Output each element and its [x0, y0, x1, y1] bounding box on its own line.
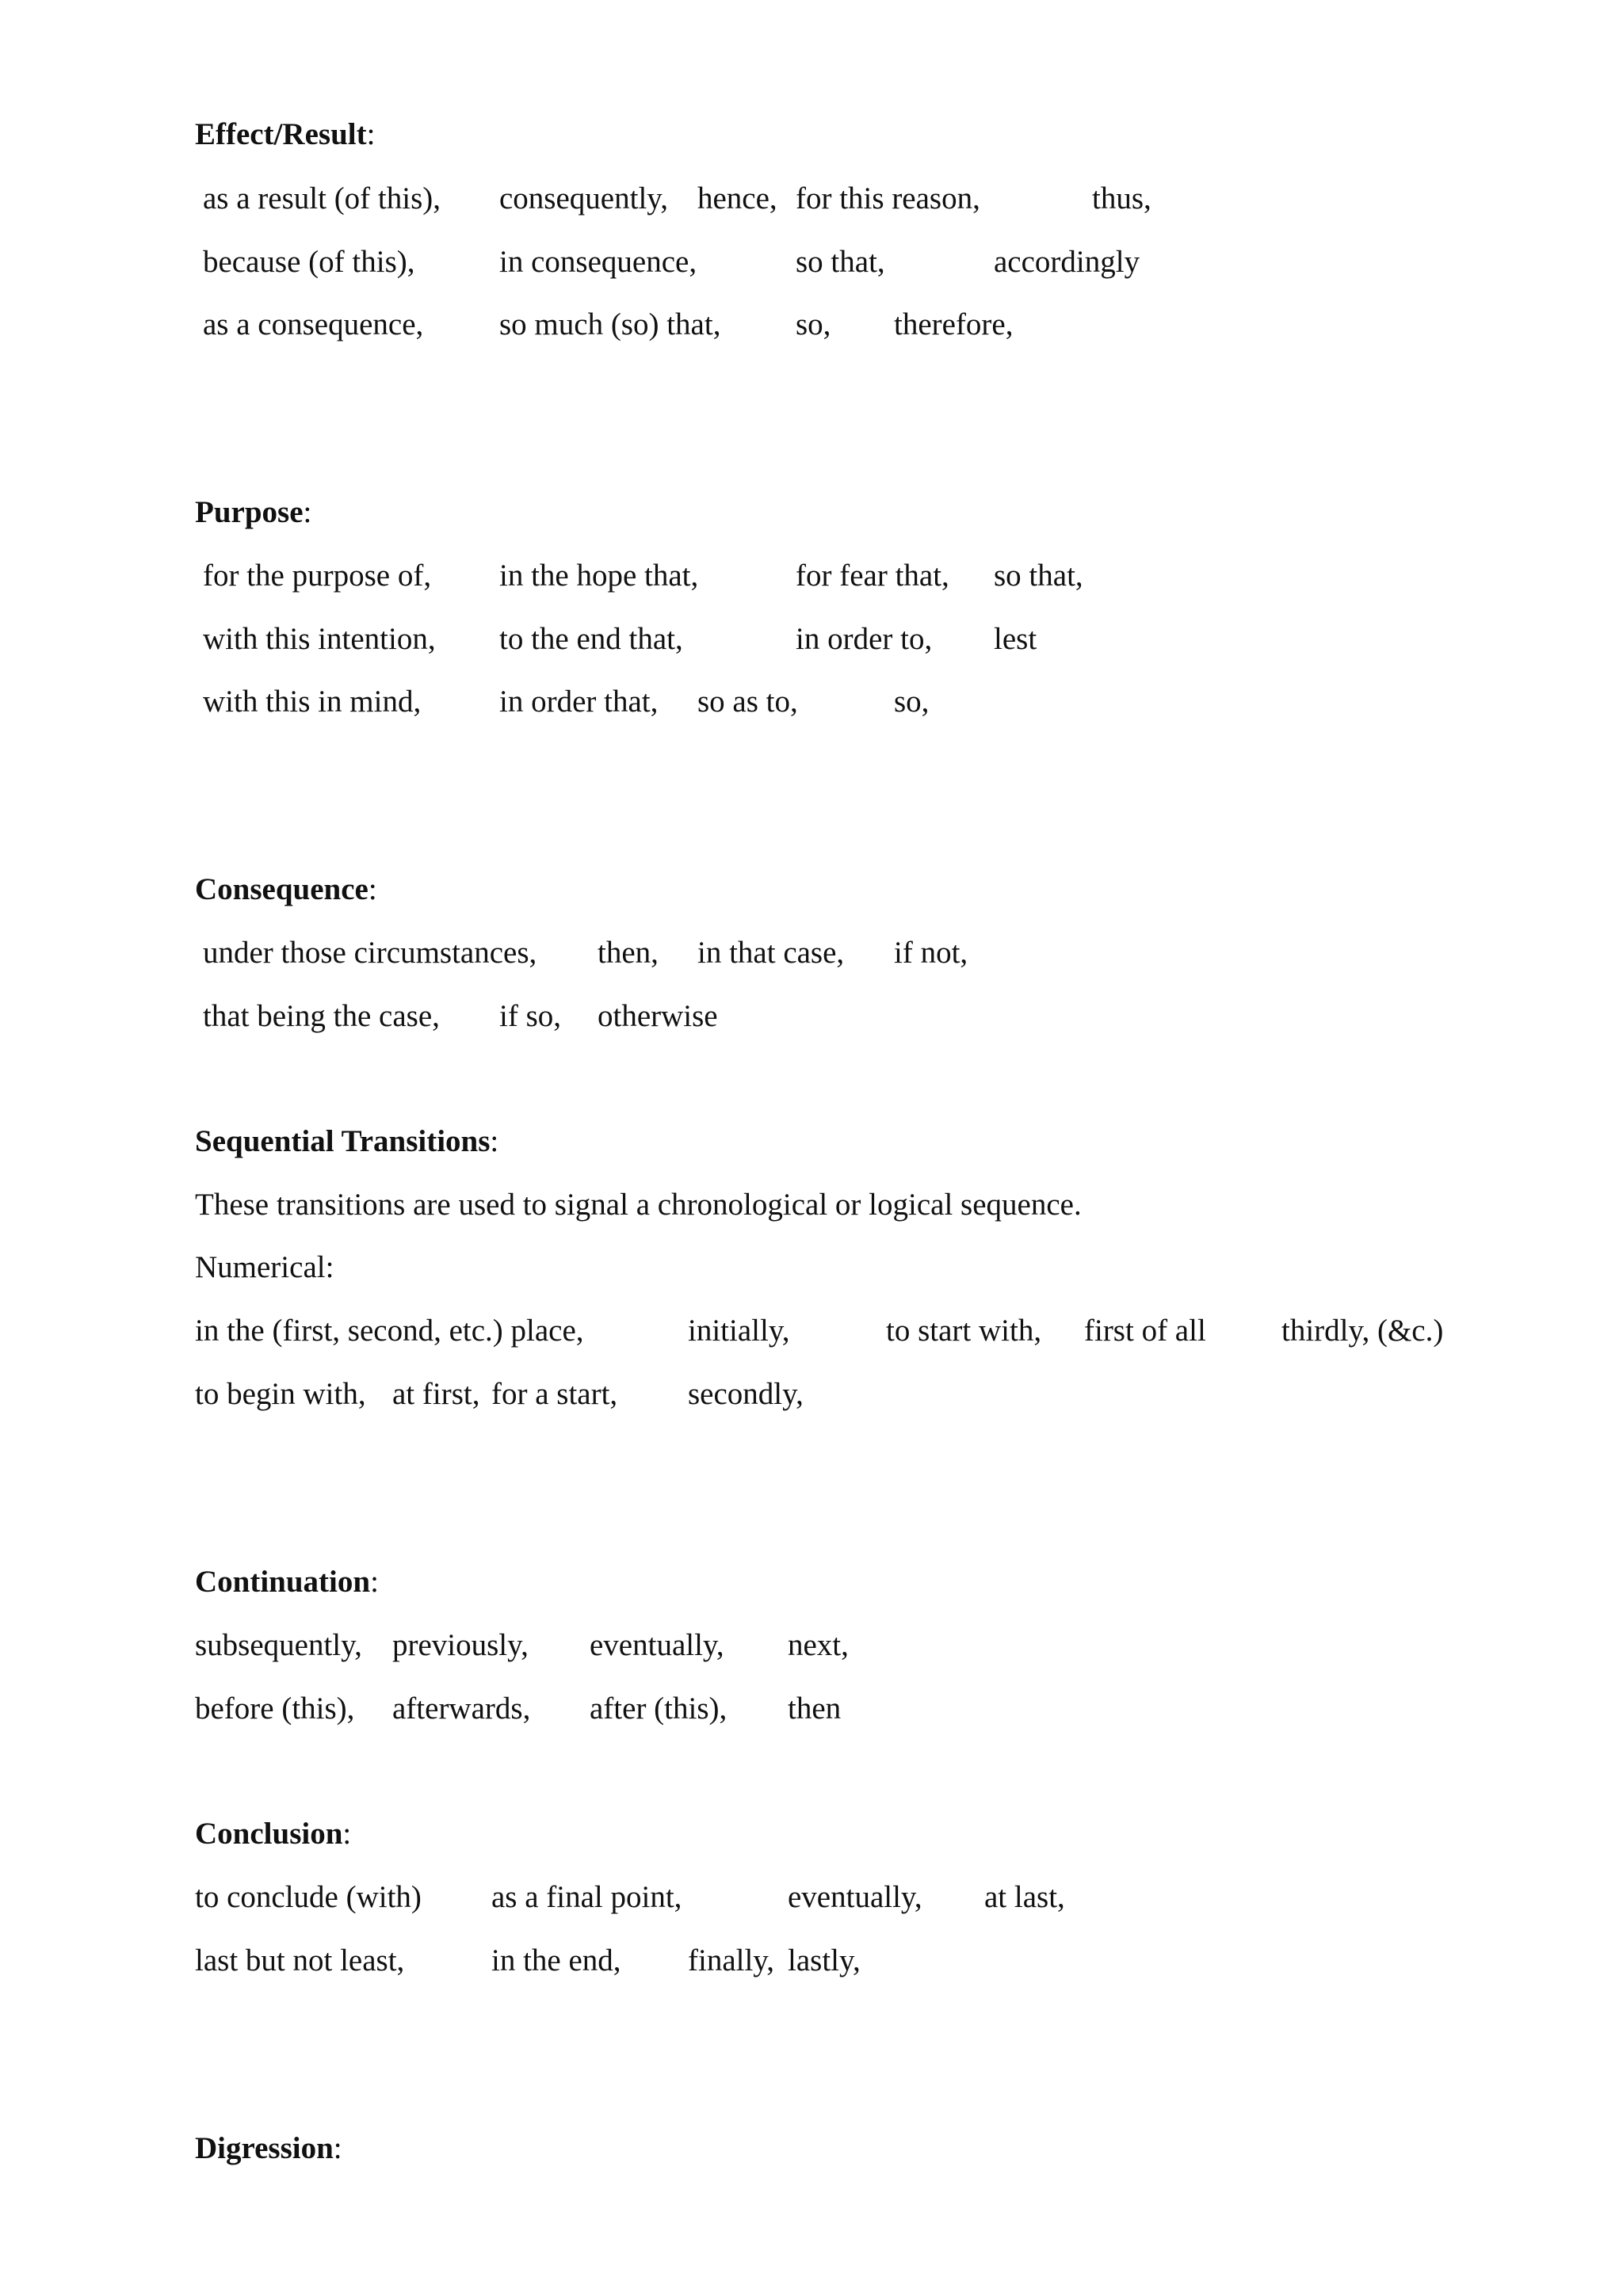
transition-phrase: finally, — [688, 1943, 775, 1978]
transition-phrase: accordingly — [994, 245, 1140, 279]
transition-phrase: in consequence, — [499, 245, 697, 279]
transition-phrase: so that, — [796, 245, 885, 279]
transition-phrase: at first, — [392, 1377, 480, 1411]
transition-phrase: to the end that, — [499, 622, 683, 656]
transition-phrase: so that, — [994, 559, 1083, 593]
section-heading-consequence: Consequence: — [195, 872, 377, 906]
transition-phrase: under those circumstances, — [203, 936, 537, 970]
transition-phrase: hence, — [697, 181, 777, 215]
section-heading-purpose: Purpose: — [195, 495, 312, 529]
transition-phrase: in order to, — [796, 622, 933, 656]
transition-phrase: subsequently, — [195, 1628, 362, 1662]
transition-phrase: after (this), — [590, 1691, 727, 1726]
transition-phrase: in the (first, second, etc.) place, — [195, 1314, 584, 1348]
transition-phrase: consequently, — [499, 181, 668, 215]
transition-phrase: then — [788, 1691, 842, 1726]
transition-phrase: initially, — [688, 1314, 790, 1348]
transition-phrase: secondly, — [688, 1377, 804, 1411]
transition-phrase: thirdly, (&c.) — [1281, 1314, 1444, 1348]
transition-phrase: so as to, — [697, 685, 798, 719]
transition-phrase: in the end, — [491, 1943, 621, 1978]
transition-phrase: next, — [788, 1628, 849, 1662]
transition-phrase: in order that, — [499, 685, 659, 719]
transition-phrase: for the purpose of, — [203, 559, 432, 593]
transition-phrase: eventually, — [590, 1628, 724, 1662]
transition-phrase: to begin with, — [195, 1377, 366, 1411]
transition-phrase: in the hope that, — [499, 559, 699, 593]
transition-phrase: in that case, — [697, 936, 845, 970]
transition-phrase: with this in mind, — [203, 685, 422, 719]
transition-phrase: for a start, — [491, 1377, 618, 1411]
transition-phrase: because (of this), — [203, 245, 415, 279]
transition-phrase: as a final point, — [491, 1880, 682, 1914]
section-heading-digression: Digression: — [195, 2131, 342, 2165]
transition-phrase: first of all — [1084, 1314, 1206, 1348]
transition-phrase: otherwise — [598, 999, 718, 1033]
transition-phrase: eventually, — [788, 1880, 922, 1914]
transition-phrase: lest — [994, 622, 1037, 656]
transition-phrase: for fear that, — [796, 559, 949, 593]
section-heading-conclusion: Conclusion: — [195, 1817, 352, 1851]
transition-phrase: therefore, — [894, 307, 1014, 341]
transition-phrase: as a result (of this), — [203, 181, 441, 215]
transition-phrase: with this intention, — [203, 622, 436, 656]
section-heading-continuation: Continuation: — [195, 1565, 379, 1599]
transition-phrase: before (this), — [195, 1691, 355, 1726]
transition-phrase: then, — [598, 936, 659, 970]
transition-phrase: last but not least, — [195, 1943, 405, 1978]
transition-phrase: to start with, — [886, 1314, 1042, 1348]
transition-phrase: if not, — [894, 936, 968, 970]
section-heading-effect-result: Effect/Result: — [195, 117, 376, 151]
subsection-label-numerical: Numerical: — [195, 1250, 334, 1284]
transition-phrase: so much (so) that, — [499, 307, 721, 341]
section-description: These transitions are used to signal a chronological or logical sequence. — [195, 1188, 1082, 1222]
transition-phrase: to conclude (with) — [195, 1880, 422, 1914]
transition-phrase: for this reason, — [796, 181, 980, 215]
transition-phrase: that being the case, — [203, 999, 440, 1033]
transition-phrase: lastly, — [788, 1943, 861, 1978]
transition-phrase: if so, — [499, 999, 561, 1033]
transition-phrase: at last, — [984, 1880, 1065, 1914]
transition-phrase: afterwards, — [392, 1691, 531, 1726]
transition-phrase: so, — [796, 307, 831, 341]
transition-phrase: previously, — [392, 1628, 529, 1662]
section-heading-sequential-transitions: Sequential Transitions: — [195, 1124, 499, 1158]
transition-phrase: so, — [894, 685, 930, 719]
transition-phrase: thus, — [1092, 181, 1151, 215]
transition-phrase: as a consequence, — [203, 307, 424, 341]
